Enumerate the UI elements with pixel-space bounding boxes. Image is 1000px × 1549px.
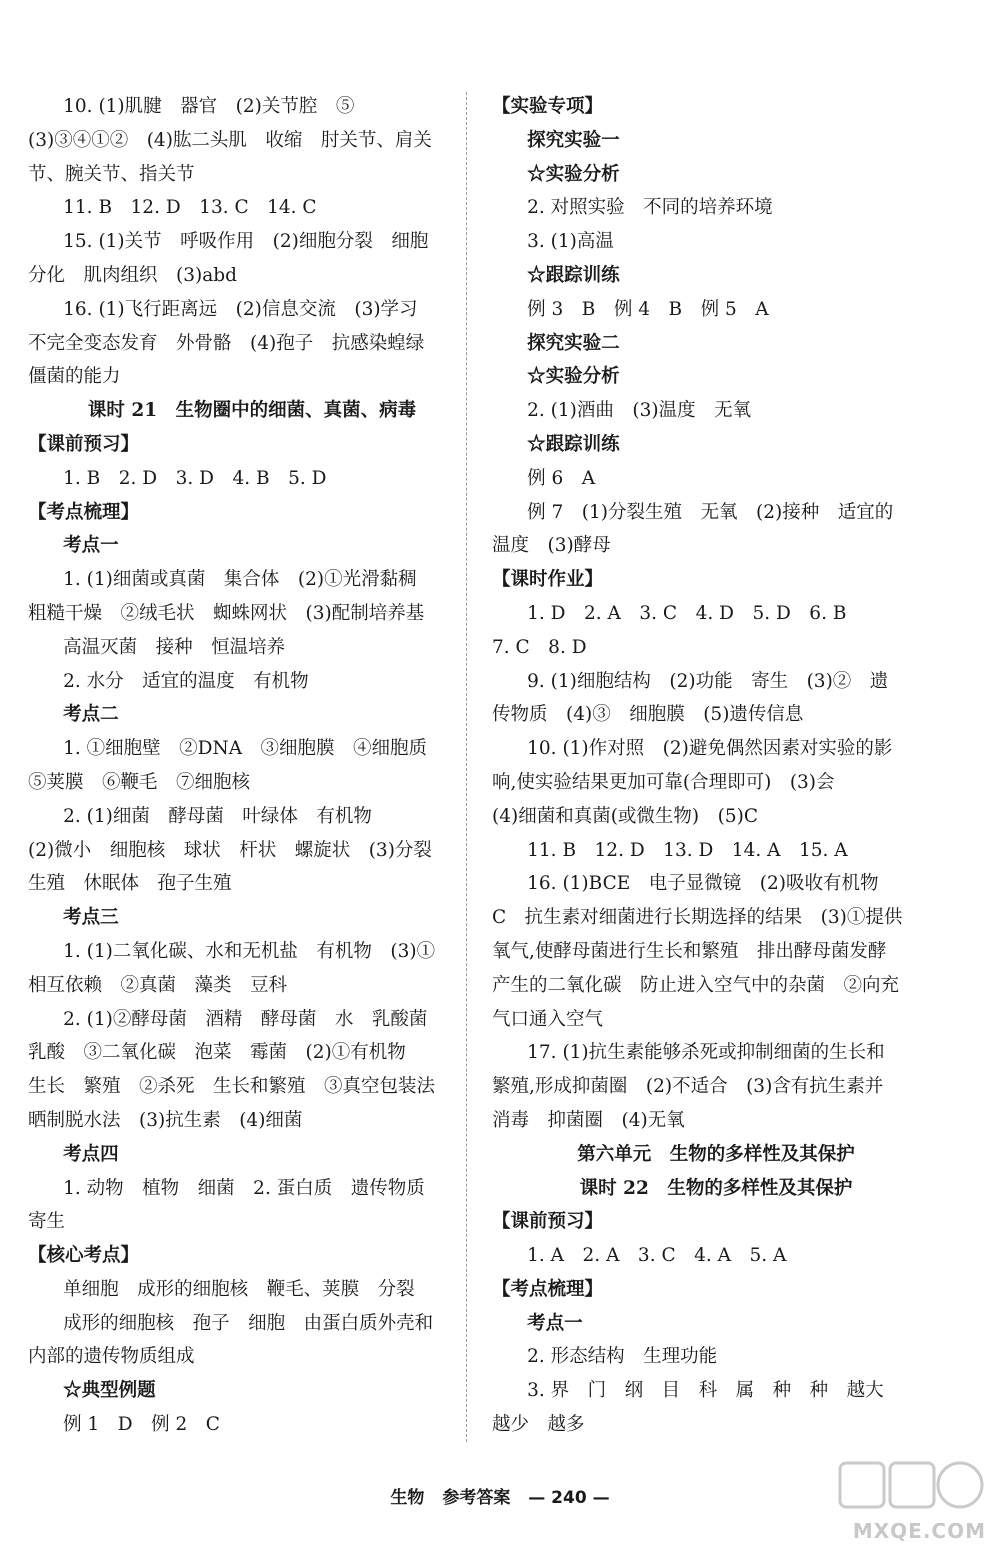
right-line: 考点一 [527,1312,583,1334]
watermark-logo [836,1457,986,1543]
left-line: ☆典型例题 [63,1380,156,1402]
right-line: (4)细菌和真菌(或微生物) (5)C [492,805,759,827]
right-line: 【课前预习】 [492,1211,604,1233]
left-line: 考点四 [63,1143,119,1165]
left-line: 2. 水分 适宜的温度 有机物 [63,670,309,692]
left-line: 例 1 D 例 2 C [63,1414,220,1436]
right-line: ☆实验分析 [527,366,620,388]
right-line: 第六单元 生物的多样性及其保护 [577,1143,855,1165]
right-line: 例 3 B 例 4 B 例 5 A [527,298,769,320]
right-line: 探究实验一 [527,129,620,151]
left-line: 高温灭菌 接种 恒温培养 [63,636,286,658]
right-line: ☆实验分析 [527,163,620,185]
right-line: 课时 22 生物的多样性及其保护 [579,1177,853,1199]
left-line: 【课前预习】 [28,433,140,455]
right-line: 产生的二氧化碳 防止进入空气中的杂菌 ②向充 [492,974,900,996]
left-line: (2)微小 细胞核 球状 杆状 螺旋状 (3)分裂 [28,839,432,861]
left-line: ⑤荚膜 ⑥鞭毛 ⑦细胞核 [28,771,251,793]
right-line: 氧气,使酵母菌进行生长和繁殖 排出酵母菌发酵 [492,940,887,962]
left-line: 僵菌的能力 [28,366,121,388]
left-line: 不完全变态发育 外骨骼 (4)孢子 抗感染蝗绿 [28,332,425,354]
footer-subject: 生物 [390,1488,425,1508]
left-line: 15. (1)关节 呼吸作用 (2)细胞分裂 细胞 [63,231,429,253]
right-line: 消毒 抑菌圈 (4)无氧 [492,1109,685,1131]
left-line: 内部的遗传物质组成 [28,1346,195,1368]
left-line: 1. B 2. D 3. D 4. B 5. D [63,467,327,489]
left-line: 16. (1)飞行距离远 (2)信息交流 (3)学习 [63,298,418,320]
watermark-text: MXQE.COM [852,1519,986,1543]
footer-label: 参考答案 [442,1488,511,1508]
left-line: 分化 肌肉组织 (3)abd [28,264,237,286]
right-line: 16. (1)BCE 电子显微镜 (2)吸收有机物 [527,873,879,895]
right-line: 越少 越多 [492,1414,585,1436]
left-line: 节、腕关节、指关节 [28,163,195,185]
right-line: 3. 界 门 纲 目 科 属 种 种 越大 [527,1380,884,1402]
footer-page-number: — 240 — [528,1488,610,1508]
right-line: 探究实验二 [527,332,620,354]
right-line: 2. 对照实验 不同的培养环境 [527,197,773,219]
left-line: 10. (1)肌腱 器官 (2)关节腔 ⑤ [63,96,355,117]
watermark-logo-icon [836,1457,986,1517]
left-line: 2. (1)②酵母菌 酒精 酵母菌 水 乳酸菌 [63,1008,428,1030]
left-line: 考点三 [63,907,119,929]
right-line: 【实验专项】 [492,96,604,117]
left-line: 成形的细胞核 孢子 细胞 由蛋白质外壳和 [63,1312,434,1334]
right-line: 9. (1)细胞结构 (2)功能 寄生 (3)② 遗 [527,670,889,692]
left-line: 1. (1)二氧化碳、水和无机盐 有机物 (3)① [63,940,436,962]
left-line: 生长 繁殖 ②杀死 生长和繁殖 ③真空包装法 [28,1076,436,1098]
right-line: 繁殖,形成抑菌圈 (2)不适合 (3)含有抗生素并 [492,1076,884,1098]
right-line: 3. (1)高温 [527,231,614,253]
right-line: 1. D 2. A 3. C 4. D 5. D 6. B [527,602,847,624]
left-line: 寄生 [28,1211,66,1233]
left-line: 考点二 [63,704,119,726]
left-line: 11. B 12. D 13. C 14. C [63,197,317,219]
right-line: 【课时作业】 [492,569,604,591]
right-line: 1. A 2. A 3. C 4. A 5. A [527,1245,787,1267]
right-line: 11. B 12. D 13. D 14. A 15. A [527,839,848,861]
left-line: 课时 21 生物圈中的细菌、真菌、病毒 [87,400,417,422]
left-line: 乳酸 ③二氧化碳 泡菜 霉菌 (2)①有机物 [28,1042,406,1064]
left-line: (3)③④①② (4)肱二头肌 收缩 肘关节、肩关 [28,129,432,151]
left-line: 粗糙干燥 ②绒毛状 蜘蛛网状 (3)配制培养基 [28,602,425,624]
left-line: 1. ①细胞壁 ②DNA ③细胞膜 ④细胞质 [63,738,428,760]
right-line: 【考点梳理】 [492,1278,604,1300]
left-line: 【考点梳理】 [28,501,140,523]
left-line: 【核心考点】 [28,1245,140,1267]
right-line: 10. (1)作对照 (2)避免偶然因素对实验的影 [527,738,893,760]
right-line: 17. (1)抗生素能够杀死或抑制细菌的生长和 [527,1042,885,1064]
left-line: 生殖 休眠体 孢子生殖 [28,873,232,895]
left-line: 1. (1)细菌或真菌 集合体 (2)①光滑黏稠 [63,569,417,591]
right-line: ☆跟踪训练 [527,433,620,455]
left-line: 单细胞 成形的细胞核 鞭毛、荚膜 分裂 [63,1278,415,1300]
right-line: ☆跟踪训练 [527,264,620,286]
right-line: 气口通入空气 [492,1008,604,1030]
right-line: 2. 形态结构 生理功能 [527,1346,718,1368]
left-line: 2. (1)细菌 酵母菌 叶绿体 有机物 [63,805,372,827]
column-divider [466,92,467,1442]
right-line: 温度 (3)酵母 [492,535,611,557]
right-line: 传物质 (4)③ 细胞膜 (5)遗传信息 [492,704,804,726]
left-line: 1. 动物 植物 细菌 2. 蛋白质 遗传物质 [63,1177,425,1199]
right-line: 2. (1)酒曲 (3)温度 无氧 [527,400,752,422]
right-line: C 抗生素对细菌进行长期选择的结果 (3)①提供 [492,907,903,929]
right-line: 7. C 8. D [492,636,587,658]
right-column [492,90,940,1442]
left-column [28,90,476,1442]
left-line: 晒制脱水法 (3)抗生素 (4)细菌 [28,1109,303,1131]
right-line: 响,使实验结果更加可靠(合理即可) (3)会 [492,771,835,793]
right-line: 例 6 A [527,467,596,489]
right-line: 例 7 (1)分裂生殖 无氧 (2)接种 适宜的 [527,501,894,523]
left-line: 相互依赖 ②真菌 藻类 豆科 [28,974,288,996]
left-line: 考点一 [63,535,119,557]
